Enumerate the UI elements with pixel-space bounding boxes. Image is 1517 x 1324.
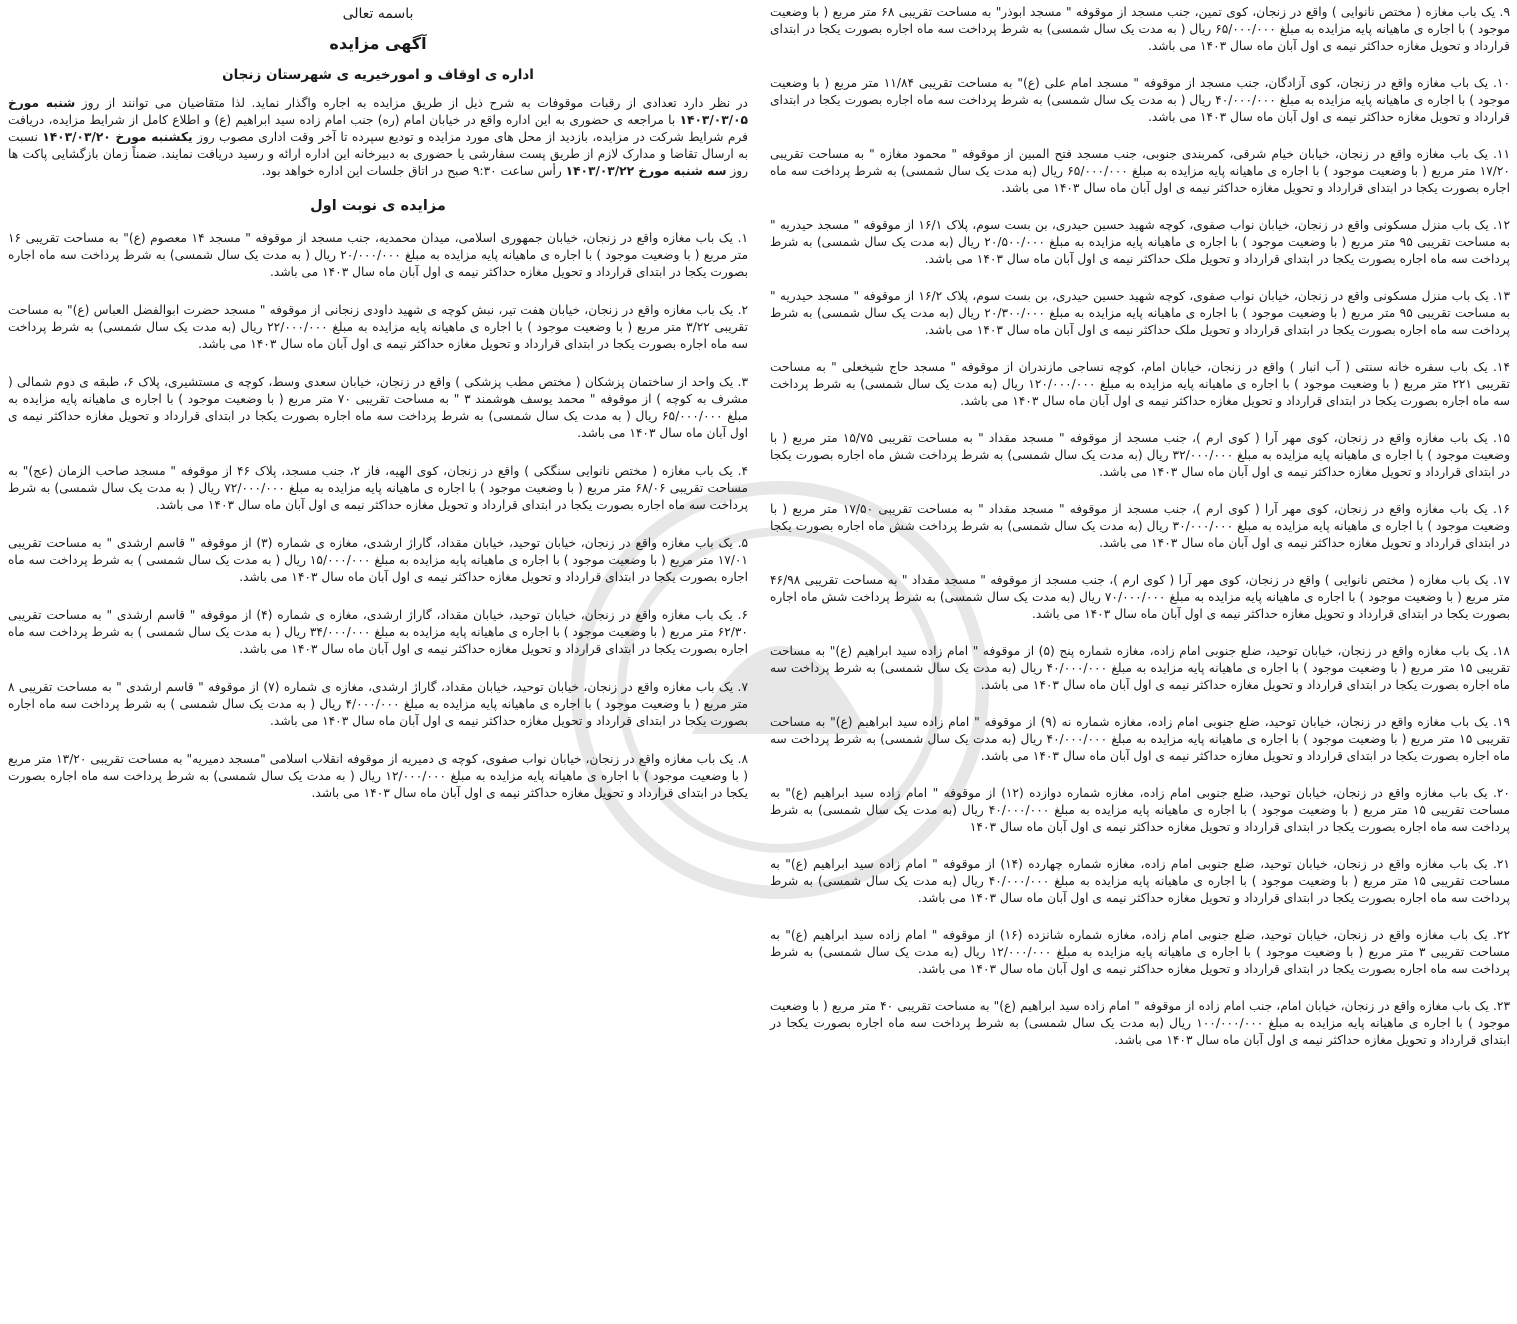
auction-item: ۵. یک باب مغازه واقع در زنجان، خیابان توحید، خیابان مقداد، گاراژ ارشدی، مغازه ی شماره (۳) از موقوفه " قاسم ارشدی " به مساحت تقریبی ۱۷/۰۱ متر مربع ( با وضعیت موجود ) با اجاره ی ماهیانه پایه مزایده به مبلغ ۱۵/۰۰۰/۰۰۰ ریال ( به مدت یک سال شمسی ) به شرط پرداخت سه ماه اجاره بصورت یکجا در ابتدای قرارداد و تحویل مغازه حداکثر نیمه ی اول آبان ماه سال ۱۴۰۳ می باشد. [8, 536, 748, 584]
intro-start-date: شنبه مورخ ۱۴۰۳/۰۳/۰۵ [8, 96, 748, 127]
auction-item: ۴. یک باب مغازه ( مختص نانوایی سنگکی ) واقع در زنجان، کوی الهیه، فاز ۲، جنب مسجد، پلاک ۴۶ از موقوفه " مسجد صاحب الزمان (عج)" به مساحت تقریبی ۶۸/۰۶ متر مربع ( با وضعیت موجود ) با اجاره ی ماهیانه پایه مزایده به مبلغ ۷۲/۰۰۰/۰۰۰ ریال ( به مدت یک سال شمسی) به شرط پرداخت سه ماه اجاره بصورت یکجا در ابتدای قرارداد و تحویل مغازه حداکثر نیمه ی اول آبان ماه سال ۱۴۰۳ می باشد. [8, 464, 748, 512]
auction-item: ۲۲. یک باب مغازه واقع در زنجان، خیابان توحید، ضلع جنوبی امام زاده، مغازه شماره شانزده (۱۶) از موقوفه " امام زاده سید ابراهیم (ع)" به مساحت تقریبی ۳ متر مربع ( با وضعیت موجود ) با اجاره ی ماهیانه پایه مزایده به مبلغ ۱۲/۰۰۰/۰۰۰ ریال (به مدت یک سال شمسی) به شرط پرداخت سه ماه اجاره بصورت یکجا در ابتدای قرارداد و تحویل مغازه حداکثر نیمه ی اول آبان ماه سال ۱۴۰۳ می باشد. [770, 928, 1510, 976]
auction-item: ۶. یک باب مغازه واقع در زنجان، خیابان توحید، خیابان مقداد، گاراژ ارشدی، مغازه ی شماره (۴) از موقوفه " قاسم ارشدی " به مساحت تقریبی ۶۲/۳۰ متر مربع ( با وضعیت موجود ) با اجاره ی ماهیانه پایه مزایده به مبلغ ۳۴/۰۰۰/۰۰۰ ریال ( به مدت یک سال شمسی ) به شرط پرداخت سه ماه اجاره بصورت یکجا در ابتدای قرارداد و تحویل مغازه حداکثر نیمه ی اول آبان ماه سال ۱۴۰۳ می باشد. [8, 608, 748, 656]
auction-item: ۱۱. یک باب مغازه واقع در زنجان، خیابان خیام شرقی، کمربندی جنوبی، جنب مسجد فتح المبین از موقوفه " محمود مغازه " به مساحت تقریبی ۱۷/۲۰ متر مربع ( با وضعیت موجود ) با اجاره ی ماهیانه پایه مزایده به مبلغ ۶۵/۰۰۰/۰۰۰ ریال (به مدت یک سال شمسی) به شرط پرداخت سه ماه اجاره بصورت یکجا در ابتدای قرارداد و تحویل مغازه حداکثر نیمه ی اول آبان ماه سال ۱۴۰۳ می باشد. [770, 147, 1510, 195]
round-heading: مزایده ی نوبت اول [310, 198, 446, 214]
auction-item: ۸. یک باب مغازه واقع در زنجان، خیابان نواب صفوی، کوچه ی دمیریه از موقوفه انقلاب اسلامی "مسجد دمیریه" به مساحت تقریبی ۱۳/۲۰ متر مربع ( با وضعیت موجود ) با اجاره ی ماهیانه پایه مزایده به مبلغ ۱۲/۰۰۰/۰۰۰ ریال ( به مدت یک سال شمسی) به شرط پرداخت سه ماه اجاره بصورت یکجا در ابتدای قرارداد و تحویل مغازه حداکثر نیمه ی اول آبان ماه سال ۱۴۰۳ می باشد. [8, 752, 748, 800]
auction-item: ۱۹. یک باب مغازه واقع در زنجان، خیابان توحید، ضلع جنوبی امام زاده، مغازه شماره نه (۹) از موقوفه " امام زاده سید ابراهیم (ع)" به مساحت تقریبی ۱۵ متر مربع ( با وضعیت موجود ) با اجاره ی ماهیانه پایه مزایده به مبلغ ۴۰/۰۰۰/۰۰۰ ریال (به مدت یک سال شمسی) به شرط پرداخت سه ماه اجاره بصورت یکجا در ابتدای قرارداد و تحویل مغازه حداکثر نیمه ی اول آبان ماه سال ۱۴۰۳ می باشد. [770, 715, 1510, 763]
intro-deadline-date: یکشنبه مورخ ۱۴۰۳/۰۳/۲۰ [42, 130, 193, 144]
auction-item: ۱۷. یک باب مغازه ( مختص نانوایی ) واقع در زنجان، کوی مهر آرا ( کوی ارم )، جنب مسجد از موقوفه " مسجد مقداد " به مساحت تقریبی ۴۶/۹۸ متر مربع ( با وضعیت موجود ) با اجاره ی ماهیانه پایه مزایده به مبلغ ۷۰/۰۰۰/۰۰۰ ریال (به مدت یک سال شمسی) به شرط پرداخت شش ماه اجاره بصورت یکجا در ابتدای قرارداد و تحویل مغازه حداکثر نیمه ی اول آبان ماه سال ۱۴۰۳ می باشد. [770, 573, 1510, 621]
auction-item: ۲۰. یک باب مغازه واقع در زنجان، خیابان توحید، ضلع جنوبی امام زاده، مغازه شماره دوازده (۱۲) از موقوفه " امام زاده سید ابراهیم (ع)" به مساحت تقریبی ۱۵ متر مربع ( با وضعیت موجود ) با اجاره ی ماهیانه پایه مزایده به مبلغ ۴۰/۰۰۰/۰۰۰ ریال (به مدت یک سال شمسی) به شرط پرداخت سه ماه اجاره بصورت یکجا در ابتدای قرارداد و تحویل مغازه حداکثر نیمه ی اول آبان ماه سال ۱۴۰۳ [770, 786, 1510, 834]
auction-item: ۲. یک باب مغازه واقع در زنجان، خیابان هفت تیر، نبش کوچه ی شهید داودی زنجانی از موقوفه " مسجد حضرت ابوالفضل العباس (ع)" به مساحت تقریبی ۳/۲۲ متر مربع ( با وضعیت موجود ) با اجاره ی ماهیانه پایه مزایده به مبلغ ۲۲/۰۰۰/۰۰۰ ریال (به مدت یک سال شمسی) به شرط پرداخت سه ماه اجاره بصورت یکجا در ابتدای قرارداد و تحویل مغازه حداکثر نیمه ی اول آبان ماه سال ۱۴۰۳ می باشد. [8, 303, 748, 351]
intro-text-4: رأس ساعت ۹:۳۰ صبح در اتاق جلسات این اداره خواهد بود. [261, 164, 566, 178]
auction-item: ۱۴. یک باب سفره خانه سنتی ( آب انبار ) واقع در زنجان، خیابان امام، کوچه نساجی مازندران از موقوفه " مسجد حاج شیخعلی " به مساحت تقریبی ۲۲۱ متر مربع ( با وضعیت موجود ) با اجاره ی ماهیانه پایه مزایده به مبلغ ۱۲۰/۰۰۰/۰۰۰ ریال (به مدت یک سال شمسی) به شرط پرداخت سه ماه اجاره بصورت یکجا در ابتدای قرارداد و تحویل مغازه حداکثر نیمه ی اول آبان ماه سال ۱۴۰۳ می باشد. [770, 360, 1510, 408]
intro-text-2: با مراجعه ی حضوری به این اداره واقع در خیابان امام (ره) جنب امام زاده سید ابراهیم (ع) و اطلاع کامل از شرایط مزایده، دریافت فرم شرایط شرکت در مزایده، بازدید از محل های مورد مزایده و تودیع سپرده تا آخر وقت اداری مصوب روز [8, 113, 748, 144]
intro-paragraph [8, 95, 748, 180]
auction-item: ۱۳. یک باب منزل مسکونی واقع در زنجان، خیابان نواب صفوی، کوچه شهید حسین حیدری، بن بست سوم، پلاک ۱۶/۲ از موقوفه " مسجد حیدریه " به مساحت تقریبی ۹۵ متر مربع ( با وضعیت موجود ) با اجاره ی ماهیانه پایه مزایده به مبلغ ۲۰/۳۰۰/۰۰۰ ریال (به مدت یک سال شمسی) به شرط پرداخت سه ماه اجاره بصورت یکجا در ابتدای قرارداد و تحویل ملک حداکثر نیمه ی اول آبان ماه سال ۱۴۰۳ می باشد. [770, 289, 1510, 337]
auction-item: ۱۰. یک باب مغازه واقع در زنجان، کوی آزادگان، جنب مسجد از موقوفه " مسجد امام علی (ع)" به مساحت تقریبی ۱۱/۸۴ متر مربع ( با وضعیت موجود ) با اجاره ی ماهیانه پایه مزایده به مبلغ ۴۰/۰۰۰/۰۰۰ ریال ( به مدت یک سال شمسی) به شرط پرداخت سه ماه اجاره بصورت یکجا در ابتدای قرارداد و تحویل مغازه حداکثر نیمه ی اول آبان ماه سال ۱۴۰۳ می باشد. [770, 76, 1510, 124]
auction-item: ۱۵. یک باب مغازه واقع در زنجان، کوی مهر آرا ( کوی ارم )، جنب مسجد از موقوفه " مسجد مقداد " به مساحت تقریبی ۱۵/۷۵ متر مربع ( با وضعیت موجود ) با اجاره ی ماهیانه پایه مزایده به مبلغ ۳۲/۰۰۰/۰۰۰ ریال (به مدت یک سال شمسی) به شرط پرداخت شش ماه اجاره بصورت یکجا در ابتدای قرارداد و تحویل مغازه حداکثر نیمه ی اول آبان ماه سال ۱۴۰۳ می باشد. [770, 431, 1511, 479]
left-column [8, 4, 748, 823]
auction-item: ۱. یک باب مغازه واقع در زنجان، خیابان جمهوری اسلامی، میدان محمدیه، جنب مسجد از موقوفه " مسجد ۱۴ معصوم (ع)" به مساحت تقریبی ۱۶ متر مربع ( با وضعیت موجود ) با اجاره ی ماهیانه پایه مزایده به مبلغ ۲۰/۰۰۰/۰۰۰ ریال ( به مدت یک سال شمسی) به شرط پرداخت سه ماه اجاره بصورت یکجا در ابتدای قرارداد و تحویل مغازه حداکثر نیمه ی اول آبان ماه سال ۱۴۰۳ می باشد. [8, 231, 748, 279]
intro-text-1: در نظر دارد تعدادی از رقبات موقوفات به شرح ذیل از طریق مزایده به اجاره واگذار نماید. لذا متقاضیان می توانند از روز [75, 96, 748, 110]
auction-item: ۲۳. یک باب مغازه واقع در زنجان، خیابان امام، جنب امام زاده از موقوفه " امام زاده سید ابراهیم (ع)" به مساحت تقریبی ۴۰ متر مربع ( با وضعیت موجود ) با اجاره ی ماهیانه پایه مزایده به مبلغ ۱۰۰/۰۰۰/۰۰۰ ریال (به مدت یک سال شمسی) به شرط پرداخت سه ماه اجاره بصورت یکجا در ابتدای قرارداد و تحویل مغازه حداکثر نیمه ی اول آبان ماه سال ۱۴۰۳ می باشد. [770, 999, 1510, 1047]
auction-item: ۳. یک واحد از ساختمان پزشکان ( مختص مطب پزشکی ) واقع در زنجان، خیابان سعدی وسط، کوچه ی مستشیری، پلاک ۶، طبقه ی دوم شمالی ( مشرف به کوچه ) از موقوفه " محمد یوسف هوشمند ۳ " به مساحت تقریبی ۷۰ متر مربع ( با وضعیت موجود ) با اجاره ی ماهیانه پایه مزایده به مبلغ ۶۵/۰۰۰/۰۰۰ ریال ( به مدت یک سال شمسی) به شرط پرداخت سه ماه اجاره بصورت یکجا در ابتدای قرارداد و تحویل مغازه حداکثر نیمه ی اول آبان ماه سال ۱۴۰۳ می باشد. [8, 375, 748, 440]
auction-item: ۱۸. یک باب مغازه واقع در زنجان، خیابان توحید، ضلع جنوبی امام زاده، مغازه شماره پنج (۵) از موقوفه " امام زاده سید ابراهیم (ع)" به مساحت تقریبی ۱۵ متر مربع ( با وضعیت موجود ) با اجاره ی ماهیانه پایه مزایده به مبلغ ۴۰/۰۰۰/۰۰۰ ریال (به مدت یک سال شمسی) به شرط پرداخت سه ماه اجاره بصورت یکجا در ابتدای قرارداد و تحویل مغازه حداکثر نیمه ی اول آبان ماه سال ۱۴۰۳ می باشد. [770, 644, 1510, 692]
auction-item: ۹. یک باب مغازه ( مختص نانوایی ) واقع در زنجان، کوی تمین، جنب مسجد از موقوفه " مسجد ابوذر" به مساحت تقریبی ۶۸ متر مربع ( با وضعیت موجود ) با اجاره ی ماهیانه پایه مزایده به مبلغ ۶۵/۰۰۰/۰۰۰ ریال ( به مدت یک سال شمسی) به شرط پرداخت سه ماه اجاره بصورت یکجا در ابتدای قرارداد و تحویل مغازه حداکثر نیمه ی اول آبان ماه سال ۱۴۰۳ می باشد. [770, 5, 1510, 53]
right-column [770, 4, 1510, 1069]
auction-item: ۲۱. یک باب مغازه واقع در زنجان، خیابان توحید، ضلع جنوبی امام زاده، مغازه شماره چهارده (۱۴) از موقوفه " امام زاده سید ابراهیم (ع)" به مساحت تقریبی ۱۵ متر مربع ( با وضعیت موجود ) با اجاره ی ماهیانه پایه مزایده به مبلغ ۴۰/۰۰۰/۰۰۰ ریال (به مدت یک سال شمسی) به شرط پرداخت سه ماه اجاره بصورت یکجا در ابتدای قرارداد و تحویل مغازه حداکثر نیمه ی اول آبان ماه سال ۱۴۰۳ می باشد. [770, 857, 1510, 905]
auction-item: ۷. یک باب مغازه واقع در زنجان، خیابان توحید، خیابان مقداد، گاراژ ارشدی، مغازه ی شماره (۷) از موقوفه " قاسم ارشدی " به مساحت تقریبی ۸ متر مربع ( با وضعیت موجود ) با اجاره ی ماهیانه پایه مزایده به مبلغ ۴/۰۰۰/۰۰۰ ریال ( به مدت یک سال شمسی ) به شرط پرداخت سه ماه اجاره بصورت یکجا در ابتدای قرارداد و تحویل مغازه حداکثر نیمه ی اول آبان ماه سال ۱۴۰۳ می باشد. [8, 680, 748, 728]
intro-text-3: نسبت به ارسال تقاضا و مدارک لازم از طریق پست سفارشی یا حضوری به دبیرخانه این اداره ارائه و رسید دریافت نمایند. ضمناً زمان بازگشایی پاکت ها روز [8, 130, 748, 178]
auction-item: ۱۶. یک باب مغازه واقع در زنجان، کوی مهر آرا ( کوی ارم )، جنب مسجد از موقوفه " مسجد مقداد " به مساحت تقریبی ۱۷/۵۰ متر مربع ( با وضعیت موجود ) با اجاره ی ماهیانه پایه مزایده به مبلغ ۳۰/۰۰۰/۰۰۰ ریال (به مدت یک سال شمسی) به شرط پرداخت شش ماه اجاره بصورت یکجا در ابتدای قرارداد و تحویل مغازه حداکثر نیمه ی اول آبان ماه سال ۱۴۰۳ می باشد. [770, 502, 1511, 550]
notice-title: آگهی مزایده [329, 34, 427, 53]
auction-item: ۱۲. یک باب منزل مسکونی واقع در زنجان، خیابان نواب صفوی، کوچه شهید حسین حیدری، بن بست سوم، پلاک ۱۶/۱ از موقوفه " مسجد حیدریه " به مساحت تقریبی ۹۵ متر مربع ( با وضعیت موجود ) با اجاره ی ماهیانه پایه مزایده به مبلغ ۲۰/۵۰۰/۰۰۰ ریال (به مدت یک سال شمسی) به شرط پرداخت سه ماه اجاره بصورت یکجا در ابتدای قرارداد و تحویل ملک حداکثر نیمه ی اول آبان ماه سال ۱۴۰۳ می باشد. [770, 218, 1510, 266]
basmala: باسمه تعالی [342, 6, 414, 22]
organization-name: اداره ی اوقاف و امورخیریه ی شهرستان زنجان [222, 67, 534, 83]
intro-opening-date: سه شنبه مورخ ۱۴۰۳/۰۳/۲۲ [565, 164, 727, 178]
